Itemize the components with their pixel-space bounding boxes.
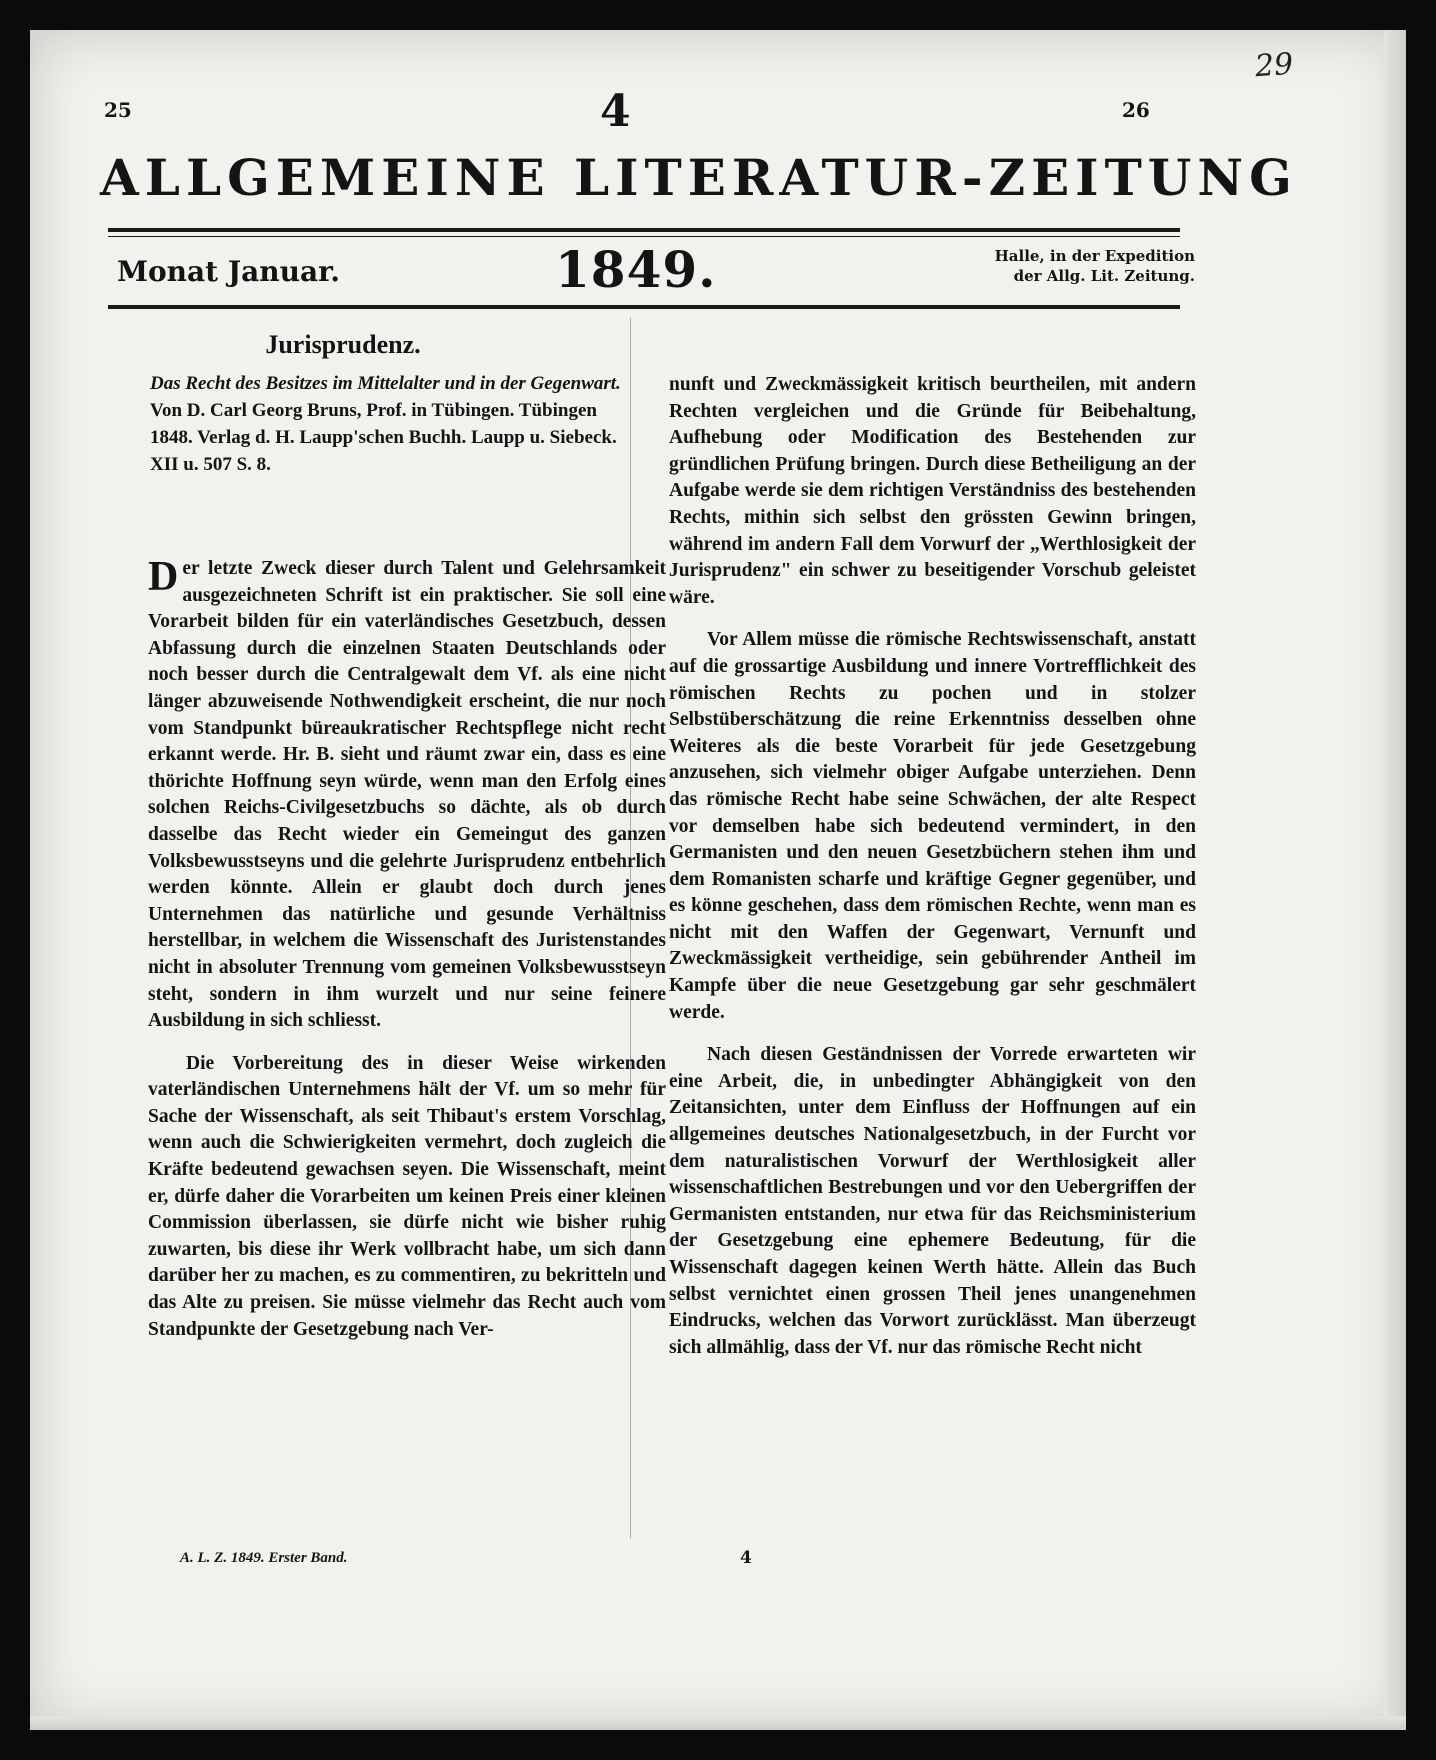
book-title: Das Recht des Besitzes im Mittelalter und in der Gegenwart. (150, 373, 621, 394)
issue-month: Monat Januar. (117, 255, 341, 288)
right-paragraph-1: nunft und Zweckmässigkeit kritisch beurtheilen, mit andern Rechten vergleichen und die Gründe für Beibehaltung, Aufhebung oder Modification des Bestehenden zur gründlichen Prüfung bringen. Durch diese Betheiligung an der Aufgabe werde sie dem richtigen Verständniss des bestehenden Rechts, mithin sich selbst den grössten Gewinn bringen, während im andern Fall dem Vorwurf der „Werthlosigkeit der Jurisprudenz" ein schwer zu beseitigender Vorschub geleistet wäre. (669, 374, 1196, 608)
header-rule-bottom (108, 305, 1180, 309)
imprint-line-2: der Allg. Lit. Zeitung. (1013, 267, 1195, 285)
issue-year: 1849. (555, 240, 717, 299)
imprint-line-1: Halle, in der Expedition (994, 247, 1195, 265)
masthead-title: ALLGEMEINE LITERATUR-ZEITUNG (100, 148, 1298, 207)
handwritten-folio-mark: 29 (1253, 46, 1295, 85)
right-paragraph-3: Nach diesen Geständnissen der Vorrede erwarteten wir eine Arbeit, die, in unbedingter Abhängigkeit von den Zeitansichten, unter dem Einfluss der Hoffnungen auf ein allgemeines deutsches Nationalgesetzbuch, in der Furcht vor dem naturalistischen Vorwurf der Werthlosigkeit aller wissenschaftlichen Bestrebungen und vor den Uebergriffen der Germanisten entstanden, nur etwa für das Reichsministerium der Gesetzgebung eine ephemere Bedeutung, für die Wissenschaft dagegen keinen Werth hätte. Allein das Buch selbst vernichtet einen grossen Theil jenes unangenehmen Eindrucks, welchen das Vorwort zurücklässt. Man überzeugt sich allmählig, dass der Vf. nur das römische Recht nicht (669, 1044, 1196, 1358)
masthead-rule-top (108, 228, 1180, 232)
page-edge-right (1384, 30, 1406, 1730)
page-edge-bottom (30, 1716, 1406, 1730)
drop-cap: D (148, 554, 179, 600)
left-paragraph-1-text: er letzte Zweck dieser durch Talent und Gelehrsamkeit ausgezeichneten Schrift ist ein praktischer. Sie soll eine Vorarbeit bilden für ein vaterländisches Gesetzbuch, dessen Abfassung durch die einzelnen Staaten Deutschlands oder noch besser durch die Centralgewalt dem Vf. als eine nicht länger abzuweisende Nothwendigkeit erscheint, die nur noch vom Standpunkt büreaukratischer Rechtspflege nicht recht erkannt werde. Hr. B. sieht und räumt zwar ein, dass es eine thörichte Hoffnung seyn würde, wenn man den Erfolg eines solchen Reichs-Civilgesetzbuchs so dächte, als ob durch dasselbe das Recht wieder ein Gemeingut des ganzen Volksbewusstseyns und die gelehrte Jurisprudenz entbehrlich werden könnte. Allein er glaubt doch durch jenes Unternehmen das natürliche und gesunde Verhältniss herstellbar, in welchem die Wissenschaft des Juristenstandes nicht in absoluter Trennung vom gemeinen Volksbewusstseyn steht, sondern in ihm wurzelt und nur seine feinere Ausbildung in sich schliesst. (148, 558, 666, 1032)
issue-number: 4 (600, 86, 631, 137)
left-paragraph-1 (148, 556, 666, 1035)
section-title: Jurisprudenz. (265, 330, 421, 359)
page-number-left: 25 (104, 98, 132, 122)
left-paragraph-2: Die Vorbereitung des in dieser Weise wirkenden vaterländischen Unternehmens hält der Vf. um so mehr für Sache der Wissenschaft, als seit Thibaut's erstem Vorschlag, wenn auch die Schwierigkeiten vermehrt, doch zugleich die Kräfte bedeutend gewachsen seyen. Die Wissenschaft, meint er, dürfe daher die Vorarbeiten um keinen Preis einer kleinen Commission überlassen, sie dürfe nicht wie bisher ruhig zuwarten, bis diese ihr Werk vollbracht habe, um sich dann darüber her zu machen, es zu commentiren, zu bekritteln und das Alte zu preisen. Sie müsse vielmehr das Recht auch vom Standpunkte der Gesetzgebung nach Ver- (148, 1052, 666, 1340)
book-reference (150, 370, 640, 478)
footer-signature: A. L. Z. 1849. Erster Band. (180, 1550, 348, 1566)
right-column (669, 372, 1196, 1377)
page-number-right: 26 (1122, 98, 1150, 122)
publisher-imprint (895, 246, 1195, 286)
footer-sheet-number: 4 (740, 1548, 752, 1568)
masthead-rule-thin (108, 236, 1180, 237)
book-details: Von D. Carl Georg Bruns, Prof. in Tübingen. Tübingen 1848. Verlag d. H. Laupp'schen Buchh. Laupp u. Siebeck. XII u. 507 S. 8. (150, 400, 617, 475)
left-column (148, 556, 666, 1359)
right-paragraph-2: Vor Allem müsse die römische Rechtswissenschaft, anstatt auf die grossartige Ausbildung und innere Vortrefflichkeit des römischen Rechts zu pochen und in stolzer Selbstüberschätzung die reine Erkenntniss desselben ohne Weiteres als die beste Vorarbeit für jede Gesetzgebung anzusehen, sich vielmehr obiger Aufgabe unterziehen. Denn das römische Recht habe seine Schwächen, der alte Respect vor demselben habe sich bedeutend vermindert, in den Germanisten und den neuen Gesetzbüchern stehen ihm und dem Romanisten scharfe und kräftige Gegner gegenüber, und es könne geschehen, dass dem römischen Rechte, wenn man es nicht mit den Waffen der Gegenwart, Vernunft und Zweckmässigkeit vertheidige, sein gebührender Antheil im Kampfe über die neue Gesetzgebung gar sehr geschmälert werde. (669, 629, 1196, 1023)
